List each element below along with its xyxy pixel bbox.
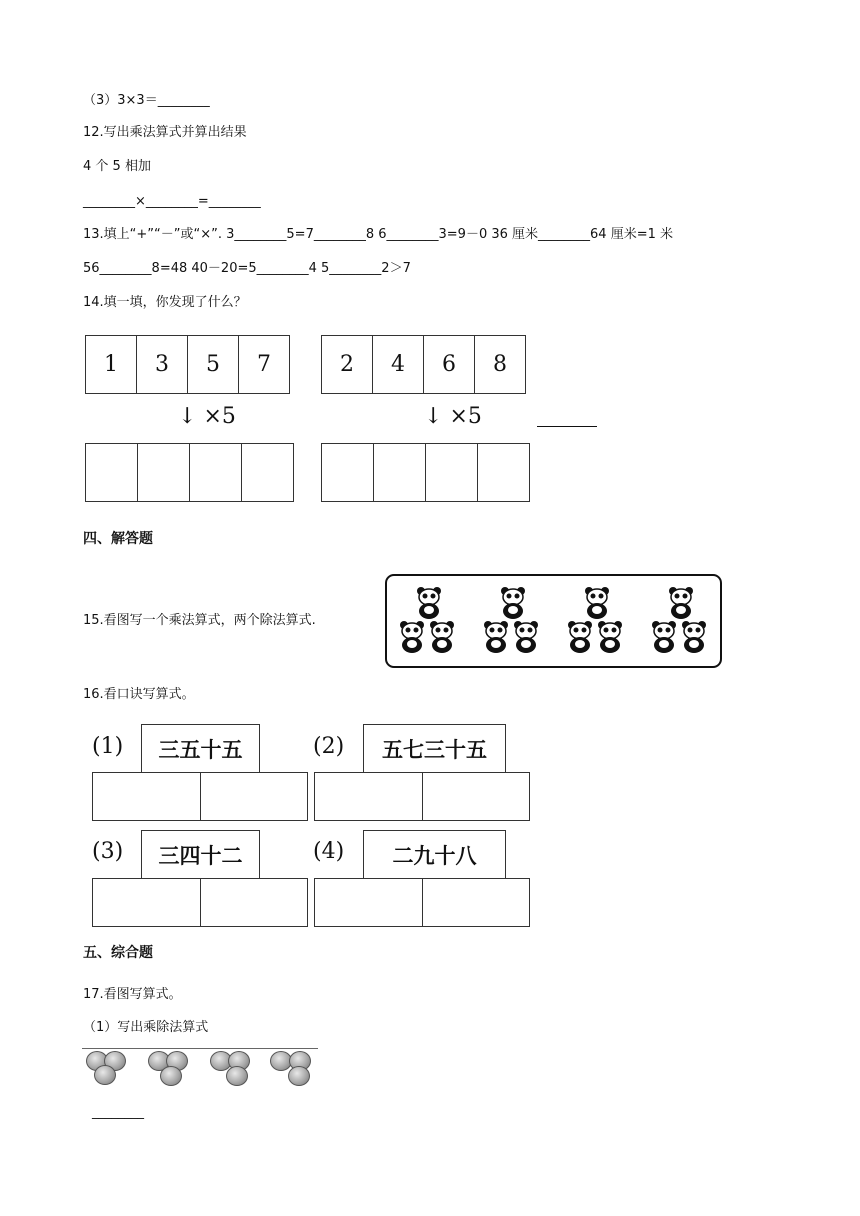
panda-icon [500,586,526,620]
answer-cell[interactable] [478,444,529,501]
answer-cell[interactable] [190,444,242,501]
panda-icon [429,620,455,654]
answer-cell[interactable] [138,444,190,501]
q11-3-blank[interactable]: ________ [157,93,210,108]
panda-icon [416,586,442,620]
q13-line2[interactable]: 56________8=48 40－20=5________4 5________2＞7 [83,261,411,276]
panda-icon [668,586,694,620]
number-cell: 8 [493,352,507,377]
q14-right-answer-row [321,443,530,502]
q16-item-4-answer [314,878,530,927]
section4-heading: 四、解答题 [83,531,153,547]
q14-right-operation [424,404,482,429]
panda-icon [651,620,677,654]
q14-left-operation [178,404,236,429]
answer-cell[interactable] [423,879,530,926]
answer-cell[interactable] [93,773,201,820]
melon-icon [94,1065,116,1085]
panda-icon [483,620,509,654]
q17-title: 17.看图写算式。 [83,987,182,1002]
q17-blank[interactable]: ________ [92,1105,144,1120]
panda-icon [399,620,425,654]
q11-3-line [83,92,210,110]
q16-item-2-label: (2) [313,734,345,759]
q15-title: 15.看图写一个乘法算式，两个除法算式. [83,613,316,628]
number-cell: 1 [86,336,137,393]
panda-icon [567,620,593,654]
q12-title: 12.写出乘法算式并算出结果 [83,125,247,140]
q16-item-3-phrase: 三四十二 [141,830,260,879]
q14-left-answer-row [85,443,294,502]
q16-item-3-answer [92,878,308,927]
q11-3-text: （3）3×3＝ [83,93,158,108]
q16-item-1-label: (1) [92,734,124,759]
panda-group [483,586,541,656]
down-arrow-icon: ↓ [178,404,197,429]
q16-item-3-label: (3) [92,839,124,864]
q16-item-4-phrase: 二九十八 [363,830,506,879]
q12-prompt: 4 个 5 相加 [83,159,151,174]
panda-icon [597,620,623,654]
q16-item-2-answer [314,772,530,821]
q16-title: 16.看口诀写算式。 [83,687,195,702]
number-cell: 6 [424,336,475,393]
answer-cell[interactable] [201,773,308,820]
picture-border [82,1048,318,1049]
answer-cell[interactable] [93,879,201,926]
q16-item-1-phrase: 三五十五 [141,724,260,773]
number-cell: 2 [322,336,373,393]
down-arrow-icon: ↓ [424,404,443,429]
q14-discovery-blank[interactable] [537,426,597,427]
answer-cell[interactable] [86,444,138,501]
melon-icon [160,1066,182,1086]
number-cell: 3 [137,336,188,393]
answer-cell[interactable] [315,879,423,926]
q14-title: 14.填一填，你发现了什么？ [83,295,247,310]
answer-cell[interactable] [426,444,478,501]
panda-picture [385,574,722,668]
panda-icon [513,620,539,654]
q16-item-4-label: (4) [313,839,345,864]
number-cell: 5 [188,336,239,393]
answer-cell[interactable] [322,444,374,501]
q17-sub1: （1）写出乘除法算式 [83,1020,209,1035]
section5-heading: 五、综合题 [83,945,153,961]
q14-right-number-row [321,335,526,394]
melon-icon [288,1066,310,1086]
q16-item-2-phrase: 五七三十五 [363,724,506,773]
q12-formula[interactable]: ________×________=________ [83,194,261,209]
answer-cell[interactable] [315,773,423,820]
melon-picture [82,1048,318,1088]
number-cell: 4 [373,336,424,393]
answer-cell[interactable] [374,444,426,501]
q16-item-1-answer [92,772,308,821]
panda-group [567,586,625,656]
panda-group [651,586,709,656]
answer-cell[interactable] [201,879,308,926]
operation-label: ×5 [203,404,236,429]
panda-icon [584,586,610,620]
answer-cell[interactable] [242,444,293,501]
number-cell: 7 [257,352,271,377]
panda-icon [681,620,707,654]
panda-group [399,586,457,656]
melon-icon [226,1066,248,1086]
q13-line1[interactable]: 13.填上“+”“－”或“×”. 3________5=7________8 6________3=9－0 36 厘米________64 厘米=1 米 [83,227,673,242]
operation-label: ×5 [449,404,482,429]
answer-cell[interactable] [423,773,530,820]
q14-left-number-row [85,335,290,394]
